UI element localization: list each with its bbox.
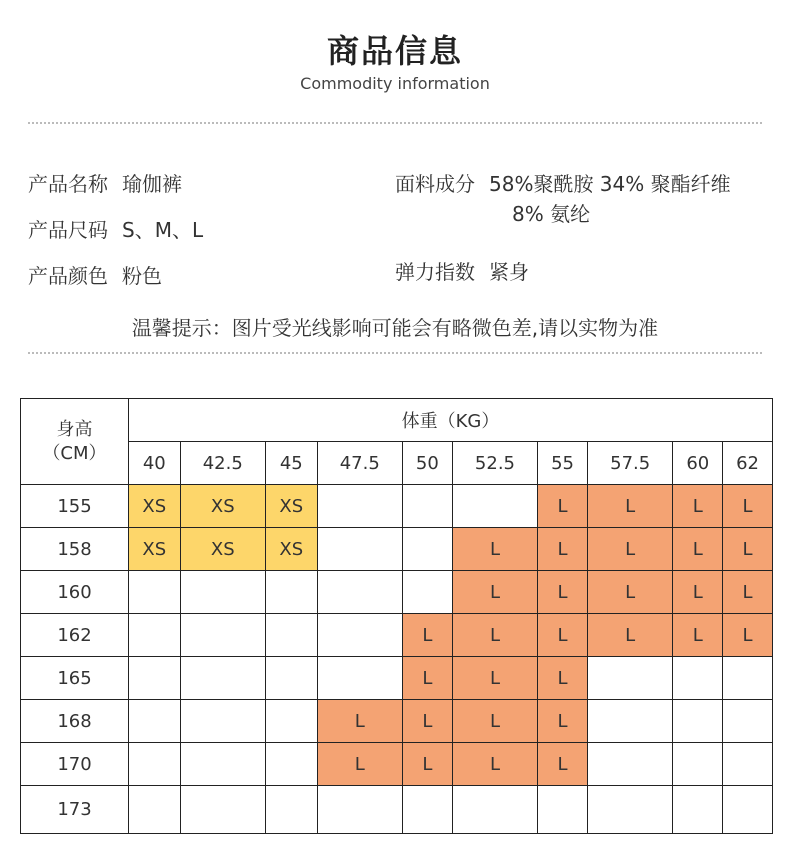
label: 面料成分 <box>395 172 475 196</box>
size-cell <box>723 657 773 700</box>
size-cell: L <box>723 528 773 571</box>
size-cell: L <box>452 743 537 786</box>
size-cell: XS <box>129 485 181 528</box>
info-fabric-line2: 8% 氨纶 <box>512 202 591 226</box>
info-name <box>28 168 182 197</box>
size-cell <box>317 485 402 528</box>
size-cell <box>673 700 723 743</box>
height-value: 165 <box>21 657 129 700</box>
size-cell: L <box>673 614 723 657</box>
table-row <box>21 485 773 528</box>
size-cell <box>180 614 265 657</box>
weight-col-header: 57.5 <box>587 442 672 485</box>
size-cell: L <box>723 571 773 614</box>
size-cell <box>587 657 672 700</box>
size-cell <box>673 786 723 834</box>
color-tip: 温馨提示：图片受光线影响可能会有略微色差,请以实物为准 <box>131 316 659 340</box>
height-header-unit: （CM） <box>42 442 107 464</box>
size-cell: L <box>587 485 672 528</box>
size-cell <box>317 786 402 834</box>
info-fabric <box>395 168 731 197</box>
size-cell: L <box>538 614 588 657</box>
size-cell: L <box>403 743 453 786</box>
table-row <box>21 786 773 834</box>
table-row <box>21 614 773 657</box>
weight-col-header: 62 <box>723 442 773 485</box>
size-cell <box>452 485 537 528</box>
size-cell <box>180 700 265 743</box>
size-cell: L <box>587 571 672 614</box>
size-cell: L <box>403 614 453 657</box>
label: 产品颜色 <box>28 264 108 288</box>
size-cell <box>266 657 318 700</box>
size-cell: L <box>538 485 588 528</box>
size-cell <box>266 571 318 614</box>
size-cell: L <box>403 657 453 700</box>
size-cell <box>266 786 318 834</box>
size-cell: L <box>587 614 672 657</box>
weight-header: 体重（KG） <box>129 399 773 442</box>
size-cell <box>587 786 672 834</box>
size-cell: L <box>452 614 537 657</box>
size-cell: L <box>452 571 537 614</box>
divider <box>28 122 762 124</box>
page-title: 商品信息 <box>326 32 463 70</box>
label: 产品名称 <box>28 172 108 196</box>
size-chart <box>20 398 773 834</box>
size-cell <box>129 571 181 614</box>
size-cell: XS <box>180 485 265 528</box>
size-cell <box>180 571 265 614</box>
size-cell <box>129 743 181 786</box>
size-cell <box>180 786 265 834</box>
size-cell <box>723 700 773 743</box>
size-cell <box>317 657 402 700</box>
info-size <box>28 214 203 243</box>
size-cell <box>723 743 773 786</box>
height-value: 162 <box>21 614 129 657</box>
size-cell <box>452 786 537 834</box>
size-cell: L <box>538 743 588 786</box>
size-cell: L <box>673 528 723 571</box>
value: 瑜伽裤 <box>122 172 182 196</box>
size-cell <box>538 786 588 834</box>
size-cell <box>180 657 265 700</box>
value: 58%聚酰胺 34% 聚酯纤维 <box>489 172 731 196</box>
size-cell: L <box>452 700 537 743</box>
size-cell <box>266 614 318 657</box>
size-cell <box>266 700 318 743</box>
size-cell <box>673 657 723 700</box>
height-value: 158 <box>21 528 129 571</box>
table-row <box>21 657 773 700</box>
size-cell: L <box>673 571 723 614</box>
weight-col-header: 45 <box>266 442 318 485</box>
value: 粉色 <box>122 264 162 288</box>
size-cell <box>129 657 181 700</box>
size-cell <box>587 743 672 786</box>
height-value: 155 <box>21 485 129 528</box>
label: 产品尺码 <box>28 218 108 242</box>
size-cell: L <box>452 528 537 571</box>
size-cell <box>403 528 453 571</box>
size-cell: L <box>538 571 588 614</box>
size-cell: L <box>317 743 402 786</box>
size-cell: L <box>538 700 588 743</box>
size-cell <box>266 743 318 786</box>
size-cell <box>403 571 453 614</box>
size-cell: L <box>317 700 402 743</box>
table-row <box>21 528 773 571</box>
size-cell: L <box>673 485 723 528</box>
size-cell <box>317 614 402 657</box>
size-cell: L <box>587 528 672 571</box>
height-header-label: 身高 <box>56 418 93 440</box>
value: 紧身 <box>489 260 529 284</box>
weight-col-header: 47.5 <box>317 442 402 485</box>
size-cell: XS <box>266 528 318 571</box>
size-cell: L <box>403 700 453 743</box>
size-cell <box>403 485 453 528</box>
weight-col-header: 60 <box>673 442 723 485</box>
size-cell: L <box>723 614 773 657</box>
size-cell <box>129 614 181 657</box>
height-value: 168 <box>21 700 129 743</box>
size-cell <box>403 786 453 834</box>
divider <box>28 352 762 354</box>
table-row <box>21 571 773 614</box>
size-cell <box>587 700 672 743</box>
weight-col-header: 52.5 <box>452 442 537 485</box>
size-cell: L <box>538 528 588 571</box>
weight-col-header: 55 <box>538 442 588 485</box>
height-value: 160 <box>21 571 129 614</box>
size-cell: L <box>538 657 588 700</box>
size-cell <box>129 786 181 834</box>
height-value: 173 <box>21 786 129 834</box>
size-cell <box>673 743 723 786</box>
label: 弹力指数 <box>395 260 475 284</box>
info-color <box>28 260 162 289</box>
height-header <box>21 399 129 485</box>
page-subtitle: Commodity information <box>300 74 490 93</box>
weight-col-header: 40 <box>129 442 181 485</box>
info-elastic <box>395 256 529 285</box>
size-cell <box>317 528 402 571</box>
weight-col-header: 50 <box>403 442 453 485</box>
size-cell: L <box>723 485 773 528</box>
weight-col-header: 42.5 <box>180 442 265 485</box>
table-row <box>21 743 773 786</box>
size-cell: XS <box>266 485 318 528</box>
size-cell: XS <box>180 528 265 571</box>
size-cell <box>129 700 181 743</box>
size-cell: L <box>452 657 537 700</box>
size-cell: XS <box>129 528 181 571</box>
size-cell <box>723 786 773 834</box>
height-value: 170 <box>21 743 129 786</box>
size-cell <box>317 571 402 614</box>
table-row <box>21 700 773 743</box>
value: S、M、L <box>122 218 204 242</box>
size-cell <box>180 743 265 786</box>
